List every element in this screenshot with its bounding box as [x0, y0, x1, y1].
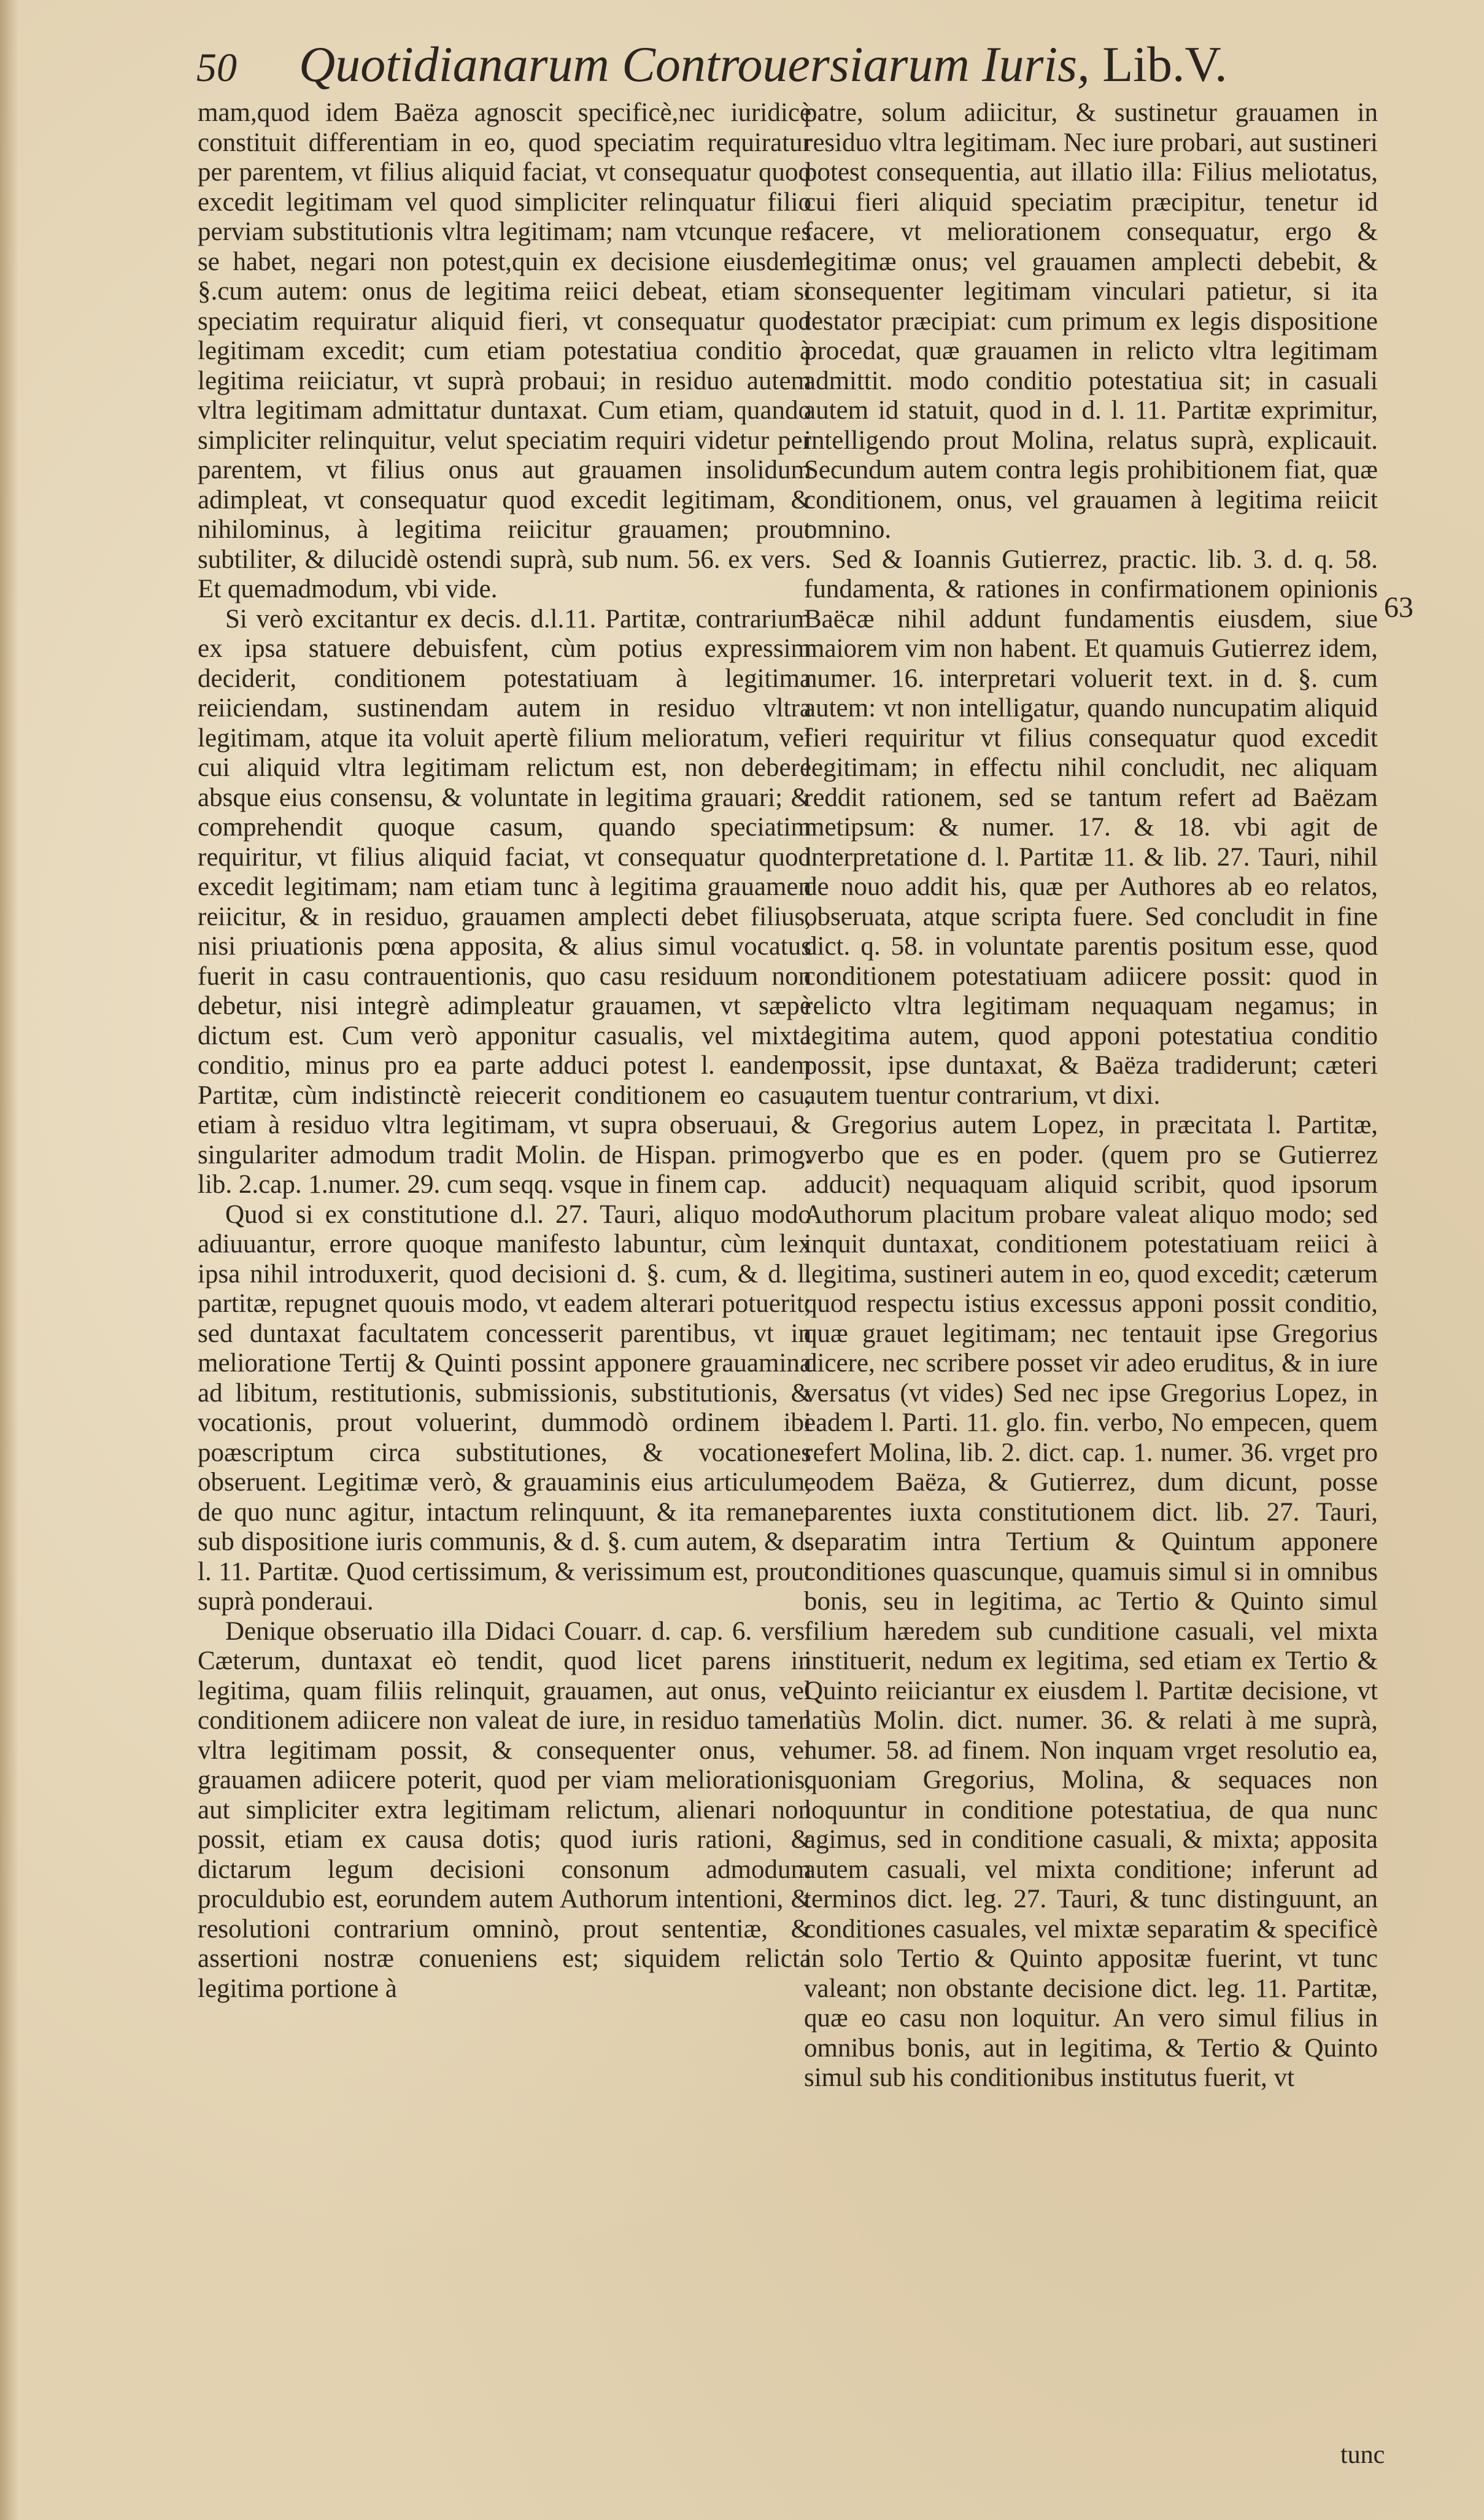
page-header: 50 Quotidianarum Controuersiarum Iuris, Lib.V.: [196, 36, 1227, 92]
left-column: [198, 98, 811, 2004]
margin-note-number: 63: [1384, 591, 1413, 624]
page-edge-shadow: [0, 0, 18, 2520]
right-column: [804, 98, 1378, 2093]
page-number: 50: [196, 45, 237, 90]
paragraph: patre, solum adiicitur, & sustinetur grauamen in residuo vltra legitimam. Nec iure probari, aut sustineri potest consequentia, aut illatio illa: Filius meliotatus, cui fieri aliquid speciatim præcipitur, tenetur id facere, vt meliorationem consequatur, ergo & legitimæ onus; vel grauamen amplecti debebit, & consequenter legitimam vinculari patietur, si ita testator præcipiat: cum primum ex legis dispositione procedat, quæ grauamen in relicto vltra legitimam admittit. modo conditio potestatiua sit; in casuali autem id statuit, quod in d. l. 11. Partitæ exprimitur, intelligendo prout Molina, relatus suprà, explicauit. Secundum autem contra legis prohibitionem fiat, quæ conditionem, onus, vel grauamen à legitima reiicit omnino.: [804, 98, 1378, 544]
paragraph: Si verò excitantur ex decis. d.l.11. Partitæ, contrarium ex ipsa statuere debuisfent, cùm potius expressim deciderit, conditionem potestatiuam à legitima reiiciendam, sustinendam autem in residuo vltra legitimam, atque ita voluit apertè filium melioratum, vel cui aliquid vltra legitimam relictum est, non debere absque eius consensu, & voluntate in legitima grauari; & comprehendit quoque casum, quando speciatim requiritur, vt filius aliquid faciat, vt consequatur quod excedit legitimam; nam etiam tunc à legitima grauamen reiicitur, & in residuo, grauamen amplecti debet filius, nisi priuationis pœna apposita, & alius simul vocatus fuerit in casu contrauentionis, quo casu residuum non debetur, nisi integrè adimpleatur grauamen, vt sæpè dictum est. Cum verò apponitur casualis, vel mixta conditio, minus pro ea parte adduci potest l. eandem Partitæ, cùm indistinctè reiecerit conditionem eo casu, etiam à residuo vltra legitimam, vt supra obseruaui, & singulariter admodum tradit Molin. de Hispan. primog. lib. 2.cap. 1.numer. 29. cum seqq. vsque in finem cap.: [198, 604, 811, 1199]
paragraph: Gregorius autem Lopez, in præcitata l. Partitæ, verbo que es en poder. (quem pro se Gutierrez adducit) nequaquam aliquid scribit, quod ipsorum Authorum placitum probare valeat aliquo modo; sed inquit duntaxat, conditionem potestatiuam reiici à legitima, sustineri autem in eo, quod excedit; cæterum quod respectu istius excessus apponi possit conditio, quæ grauet legitimam; nec tentauit ipse Gregorius dicere, nec scribere posset vir adeo eruditus, & in iure versatus (vt vides) Sed nec ipse Gregorius Lopez, in eadem l. Parti. 11. glo. fin. verbo, No empecen, quem refert Molina, lib. 2. dict. cap. 1. numer. 36. vrget pro eodem Baëza, & Gutierrez, dum dicunt, posse parentes iuxta constitutionem dict. lib. 27. Tauri, separatim intra Tertium & Quintum apponere conditiones quascunque, quamuis simul si in omnibus bonis, seu in legitima, ac Tertio & Quinto simul filium hæredem sub cunditione casuali, vel mixta instituerit, nedum ex legitima, sed etiam ex Tertio & Quinto reiiciantur ex eiusdem l. Partitæ decisione, vt latiùs Molin. dict. numer. 36. & relati à me suprà, numer. 58. ad finem. Non inquam vrget resolutio ea, quoniam Gregorius, Molina, & sequaces non loquuntur in conditione potestatiua, de qua nunc agimus, sed in conditione casuali, & mixta; apposita autem casuali, vel mixta conditione; inferunt ad terminos dict. leg. 27. Tauri, & tunc distinguunt, an conditiones casuales, vel mixtæ separatim & specificè in solo Tertio & Quinto appositæ fuerint, vt tunc valeant; non obstante decisione dict. leg. 11. Partitæ, quæ eo casu non loquitur. An vero simul filius in omnibus bonis, aut in legitima, & Tertio & Quinto simul sub his conditionibus institutus fuerit, vt: [804, 1111, 1378, 2092]
paragraph: mam,quod idem Baëza agnoscit specificè,nec iuridicè constituit differentiam in eo, quod speciatim requiratur per parentem, vt filius aliquid faciat, vt consequatur quod excedit legitimam vel quod simpliciter relinquatur filio perviam substitutionis vltra legitimam; nam vtcunque res se habet, negari non potest,quin ex decisione eiusdem §.cum autem: onus de legitima reiici debeat, etiam si speciatim requiratur aliquid fieri, vt consequatur quod legitimam excedit; cum etiam potestatiua conditio à legitima reiiciatur, vt suprà probaui; in residuo autem vltra legitimam admittatur duntaxat. Cum etiam, quando simpliciter relinquitur, velut speciatim requiri videtur per parentem, vt filius onus aut grauamen insolidum adimpleat, vt consequatur quod excedit legitimam, & nihilominus, à legitima reiicitur grauamen; prout subtiliter, & dilucidè ostendi suprà, sub num. 56. ex vers. Et quemadmodum, vbi vide.: [198, 98, 811, 603]
book-number: Lib.V.: [1102, 36, 1227, 92]
paragraph: Sed & Ioannis Gutierrez, practic. lib. 3. d. q. 58. fundamenta, & rationes in confirmationem opinionis Baëcæ nihil addunt fundamentis eiusdem, siue maiorem vim non habent. Et quamuis Gutierrez idem, numer. 16. interpretari voluerit text. in d. §. cum autem: vt non intelligatur, quando nuncupatim aliquid fieri requiritur vt filius consequatur quod excedit legitimam; in effectu nihil concludit, nec aliquam reddit rationem, sed se tantum refert ad Baëzam metipsum: & numer. 17. & 18. vbi agit de interpretatione d. l. Partitæ 11. & lib. 27. Tauri, nihil de nouo addit his, quæ per Authores ab eo relatos, obseruata, atque scripta fuere. Sed concludit in fine dict. q. 58. in voluntate parentis positum esse, quod conditionem potestatiuam adiicere possit: quod in relicto vltra legitimam nequaquam negamus; in legitima autem, quod apponi potestatiua conditio possit, ipse duntaxat, & Baëza tradiderunt; cæteri autem tuentur contrarium, vt dixi.: [804, 545, 1378, 1110]
catchword: tunc: [1340, 2441, 1385, 2469]
running-title: Quotidianarum Controuersiarum Iuris: [299, 36, 1078, 92]
paragraph: Denique obseruatio illa Didaci Couarr. d. cap. 6. vers. Cæterum, duntaxat eò tendit, quod licet parens in legitima, quam filiis relinquit, grauamen, aut onus, vel conditionem adiicere non valeat de iure, in residuo tamen vltra legitimam possit, & consequenter onus, vel grauamen adiicere poterit, quod per viam meliorationis, aut simpliciter extra legitimam relictum, alienari non possit, etiam ex causa dotis; quod iuris rationi, & dictarum legum decisioni consonum admodum proculdubio est, eorundem autem Authorum intentioni, & resolutioni contrarium omninò, prout sententiæ, & assertioni nostræ conueniens est; siquidem relicta legitima portione à: [198, 1616, 811, 2003]
paragraph: Quod si ex constitutione d.l. 27. Tauri, aliquo modo adiuuantur, errore quoque manifesto labuntur, cùm lex ipsa nihil introduxerit, quod decisioni d. §. cum, & d. l. partitæ, repugnet quouis modo, vt eadem alterari potuerit; sed duntaxat facultatem concesserit parentibus, vt in melioratione Tertij & Quinti possint apponere grauamina ad libitum, restitutionis, submissionis, substitutionis, & vocationis, prout voluerint, dummodò ordinem ibi poæscriptum circa substitutiones, & vocationes obseruent. Legitimæ verò, & grauaminis eius articulum, de quo nunc agitur, intactum relinquunt, & ita remanet sub dispositione iuris communis, & d. §. cum autem, & d. l. 11. Partitæ. Quod certissimum, & verissimum est, prout suprà ponderaui.: [198, 1200, 811, 1616]
